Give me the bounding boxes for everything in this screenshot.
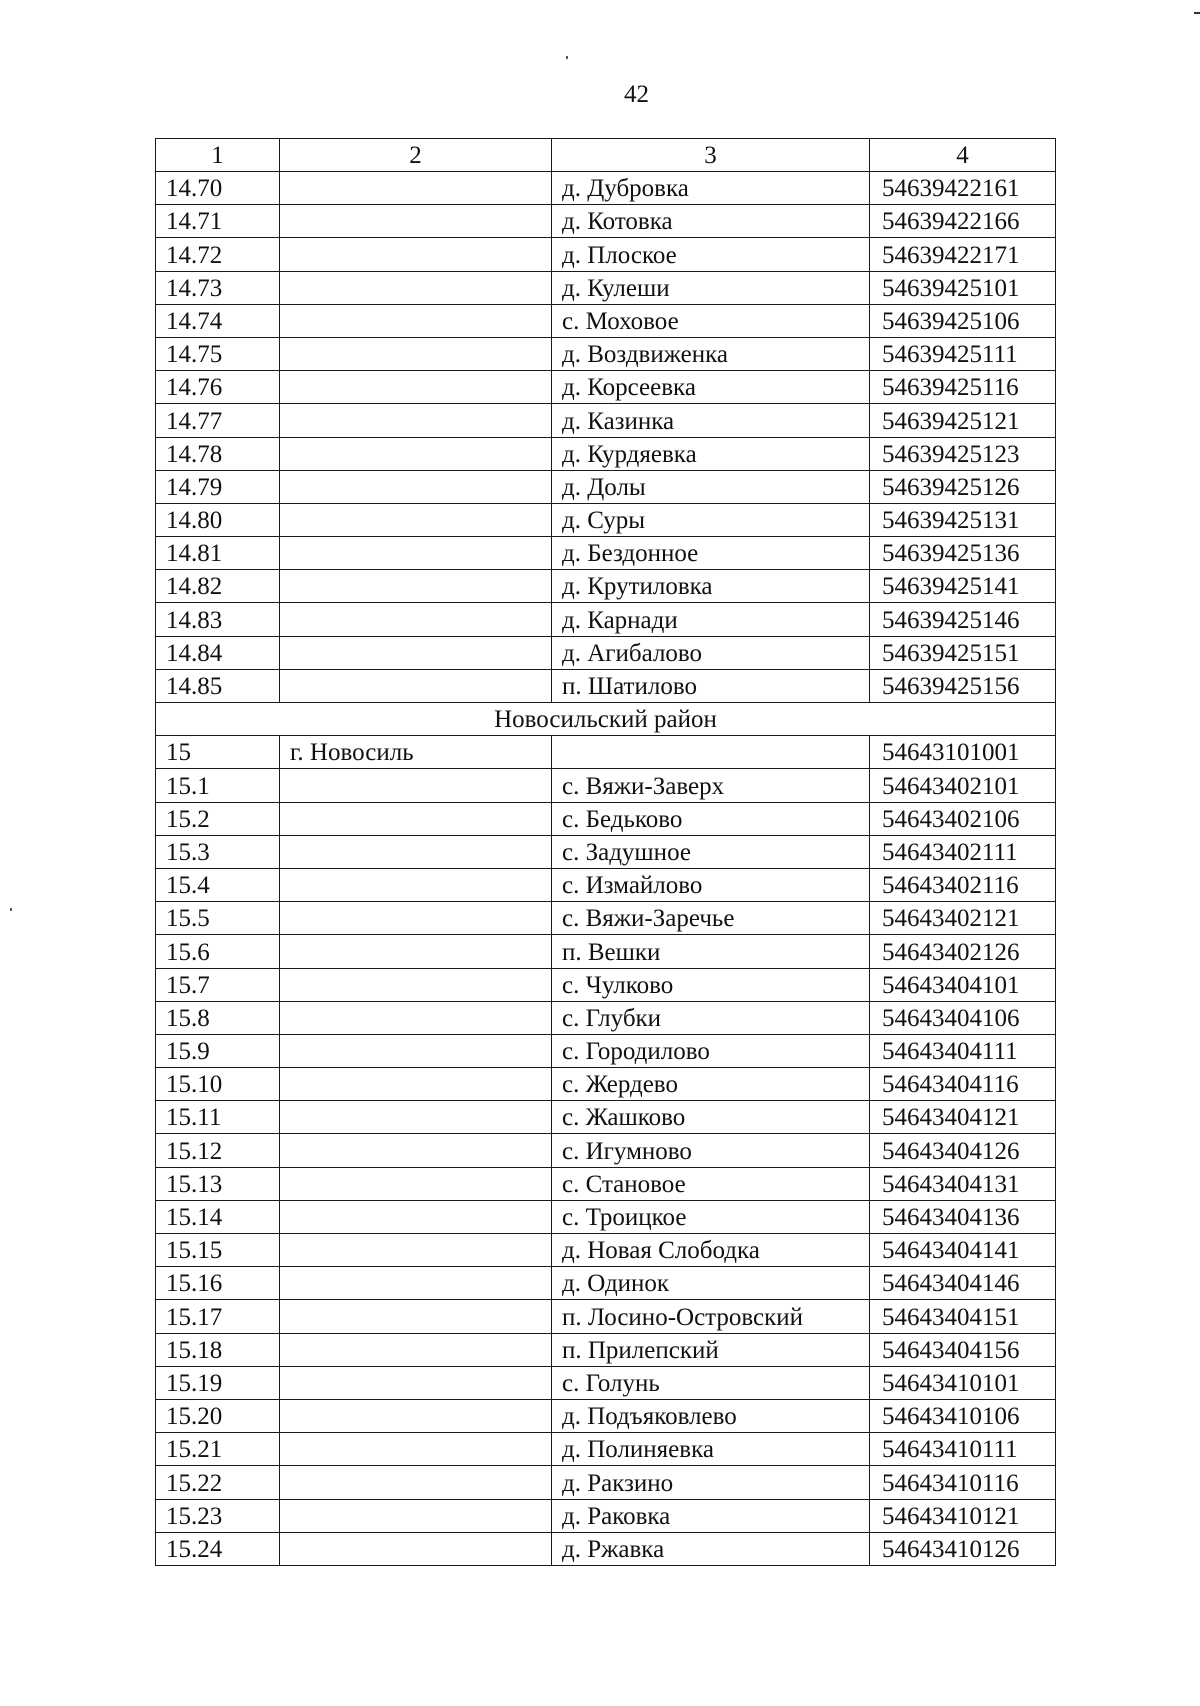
row-number-cell: 15.14 xyxy=(156,1200,280,1233)
oktmo-code-cell: 54643410116 xyxy=(870,1466,1056,1499)
table-row xyxy=(156,1001,1056,1034)
row-number-cell: 14.77 xyxy=(156,404,280,437)
municipality-cell xyxy=(280,669,552,702)
table-row xyxy=(156,337,1056,370)
municipality-cell: г. Новосиль xyxy=(280,736,552,769)
oktmo-code-cell: 54639425136 xyxy=(870,537,1056,570)
scan-speck xyxy=(10,908,12,911)
table-row xyxy=(156,1333,1056,1366)
oktmo-code-cell: 54639425123 xyxy=(870,437,1056,470)
table-row xyxy=(156,968,1056,1001)
settlement-cell: п. Лосино-Островский xyxy=(552,1300,870,1333)
table-body-before-district xyxy=(156,172,1056,703)
oktmo-code-cell: 54643410121 xyxy=(870,1499,1056,1532)
table-row xyxy=(156,1499,1056,1532)
oktmo-code-cell: 54643402101 xyxy=(870,769,1056,802)
table-row xyxy=(156,636,1056,669)
municipality-cell xyxy=(280,1300,552,1333)
oktmo-code-cell: 54643410106 xyxy=(870,1399,1056,1432)
table-row xyxy=(156,669,1056,702)
row-number-cell: 15.15 xyxy=(156,1234,280,1267)
settlements-table xyxy=(155,138,1056,1566)
settlement-cell: д. Новая Слободка xyxy=(552,1234,870,1267)
row-number-cell: 14.70 xyxy=(156,172,280,205)
settlement-cell: п. Шатилово xyxy=(552,669,870,702)
table-row xyxy=(156,537,1056,570)
scan-speck xyxy=(566,56,568,59)
row-number-cell: 14.78 xyxy=(156,437,280,470)
settlement-cell: с. Троицкое xyxy=(552,1200,870,1233)
table-row xyxy=(156,172,1056,205)
table-row xyxy=(156,437,1056,470)
oktmo-code-cell: 54639422161 xyxy=(870,172,1056,205)
row-number-cell: 14.72 xyxy=(156,238,280,271)
row-number-cell: 15.13 xyxy=(156,1167,280,1200)
row-number-cell: 15.20 xyxy=(156,1399,280,1432)
settlement-cell: с. Вяжи-Заречье xyxy=(552,902,870,935)
row-number-cell: 15.23 xyxy=(156,1499,280,1532)
table-row xyxy=(156,205,1056,238)
municipality-cell xyxy=(280,1333,552,1366)
row-number-cell: 15.18 xyxy=(156,1333,280,1366)
table-row xyxy=(156,835,1056,868)
oktmo-code-cell: 54643404136 xyxy=(870,1200,1056,1233)
settlement-cell: с. Вяжи-Заверх xyxy=(552,769,870,802)
municipality-cell xyxy=(280,1499,552,1532)
settlement-cell: с. Городилово xyxy=(552,1034,870,1067)
oktmo-code-cell: 54643410111 xyxy=(870,1433,1056,1466)
municipality-cell xyxy=(280,205,552,238)
municipality-cell xyxy=(280,636,552,669)
settlement-cell: д. Воздвиженка xyxy=(552,337,870,370)
municipality-cell xyxy=(280,537,552,570)
oktmo-code-cell: 54639422166 xyxy=(870,205,1056,238)
district-heading: Новосильский район xyxy=(156,703,1056,736)
table-row xyxy=(156,769,1056,802)
row-number-cell: 15.9 xyxy=(156,1034,280,1067)
row-number-cell: 15.1 xyxy=(156,769,280,802)
row-number-cell: 15.3 xyxy=(156,835,280,868)
municipality-cell xyxy=(280,1399,552,1432)
municipality-cell xyxy=(280,238,552,271)
row-number-cell: 14.81 xyxy=(156,537,280,570)
row-number-cell: 14.85 xyxy=(156,669,280,702)
municipality-cell xyxy=(280,1101,552,1134)
table-row xyxy=(156,1167,1056,1200)
table-row xyxy=(156,1399,1056,1432)
municipality-cell xyxy=(280,271,552,304)
scan-edge-mark xyxy=(1194,12,1200,14)
settlement-cell: с. Жашково xyxy=(552,1101,870,1134)
oktmo-code-cell: 54643404121 xyxy=(870,1101,1056,1134)
settlement-cell: д. Дубровка xyxy=(552,172,870,205)
table-body-after-district xyxy=(156,736,1056,1566)
settlement-cell: с. Бедьково xyxy=(552,802,870,835)
row-number-cell: 14.79 xyxy=(156,470,280,503)
row-number-cell: 15.17 xyxy=(156,1300,280,1333)
table-row xyxy=(156,902,1056,935)
settlement-cell: д. Бездонное xyxy=(552,537,870,570)
settlement-cell: д. Раковка xyxy=(552,1499,870,1532)
oktmo-code-cell: 54643404101 xyxy=(870,968,1056,1001)
table-row xyxy=(156,1101,1056,1134)
settlement-cell: д. Кулеши xyxy=(552,271,870,304)
oktmo-code-cell: 54643404151 xyxy=(870,1300,1056,1333)
row-number-cell: 15.8 xyxy=(156,1001,280,1034)
row-number-cell: 15 xyxy=(156,736,280,769)
table-row xyxy=(156,1532,1056,1565)
municipality-cell xyxy=(280,304,552,337)
row-number-cell: 15.2 xyxy=(156,802,280,835)
municipality-cell xyxy=(280,1068,552,1101)
oktmo-code-cell: 54643402106 xyxy=(870,802,1056,835)
settlement-cell: д. Агибалово xyxy=(552,636,870,669)
municipality-cell xyxy=(280,802,552,835)
row-number-cell: 14.76 xyxy=(156,371,280,404)
oktmo-code-cell: 54643402126 xyxy=(870,935,1056,968)
row-number-cell: 15.4 xyxy=(156,868,280,901)
municipality-cell xyxy=(280,404,552,437)
table-row xyxy=(156,404,1056,437)
table-row xyxy=(156,736,1056,769)
settlement-cell: д. Полиняевка xyxy=(552,1433,870,1466)
row-number-cell: 15.12 xyxy=(156,1134,280,1167)
row-number-cell: 15.16 xyxy=(156,1267,280,1300)
oktmo-code-cell: 54643404111 xyxy=(870,1034,1056,1067)
row-number-cell: 14.84 xyxy=(156,636,280,669)
table-row xyxy=(156,503,1056,536)
municipality-cell xyxy=(280,371,552,404)
municipality-cell xyxy=(280,437,552,470)
table-row xyxy=(156,1433,1056,1466)
table-row xyxy=(156,1466,1056,1499)
oktmo-code-cell: 54639425106 xyxy=(870,304,1056,337)
oktmo-code-cell: 54643404116 xyxy=(870,1068,1056,1101)
row-number-cell: 15.7 xyxy=(156,968,280,1001)
oktmo-code-cell: 54643404156 xyxy=(870,1333,1056,1366)
table-row xyxy=(156,1300,1056,1333)
settlement-cell: д. Котовка xyxy=(552,205,870,238)
oktmo-code-cell: 54643101001 xyxy=(870,736,1056,769)
table-header xyxy=(156,139,1056,172)
settlement-cell xyxy=(552,736,870,769)
settlement-cell: с. Чулково xyxy=(552,968,870,1001)
municipality-cell xyxy=(280,1532,552,1565)
settlement-cell: д. Ракзино xyxy=(552,1466,870,1499)
table-row xyxy=(156,603,1056,636)
row-number-cell: 14.83 xyxy=(156,603,280,636)
oktmo-code-cell: 54639425146 xyxy=(870,603,1056,636)
oktmo-code-cell: 54639425156 xyxy=(870,669,1056,702)
row-number-cell: 15.21 xyxy=(156,1433,280,1466)
oktmo-code-cell: 54643404141 xyxy=(870,1234,1056,1267)
settlement-cell: с. Глубки xyxy=(552,1001,870,1034)
settlement-cell: д. Плоское xyxy=(552,238,870,271)
settlement-cell: с. Игумново xyxy=(552,1134,870,1167)
settlement-cell: д. Карнади xyxy=(552,603,870,636)
municipality-cell xyxy=(280,1167,552,1200)
table-row xyxy=(156,1134,1056,1167)
settlement-cell: с. Голунь xyxy=(552,1366,870,1399)
municipality-cell xyxy=(280,1234,552,1267)
oktmo-code-cell: 54639425101 xyxy=(870,271,1056,304)
municipality-cell xyxy=(280,868,552,901)
column-header-3: 3 xyxy=(552,139,870,172)
oktmo-code-cell: 54639425121 xyxy=(870,404,1056,437)
table-row xyxy=(156,1267,1056,1300)
row-number-cell: 14.80 xyxy=(156,503,280,536)
settlement-cell: с. Моховое xyxy=(552,304,870,337)
table-row xyxy=(156,1034,1056,1067)
settlement-cell: с. Задушное xyxy=(552,835,870,868)
oktmo-code-cell: 54643410126 xyxy=(870,1532,1056,1565)
district-row xyxy=(156,703,1056,736)
municipality-cell xyxy=(280,1267,552,1300)
row-number-cell: 15.10 xyxy=(156,1068,280,1101)
row-number-cell: 15.19 xyxy=(156,1366,280,1399)
municipality-cell xyxy=(280,902,552,935)
district-section xyxy=(156,703,1056,736)
row-number-cell: 15.11 xyxy=(156,1101,280,1134)
table-row xyxy=(156,570,1056,603)
oktmo-code-cell: 54639422171 xyxy=(870,238,1056,271)
oktmo-code-cell: 54639425126 xyxy=(870,470,1056,503)
oktmo-code-cell: 54643404126 xyxy=(870,1134,1056,1167)
table-row xyxy=(156,304,1056,337)
municipality-cell xyxy=(280,1001,552,1034)
settlement-cell: д. Подъяковлево xyxy=(552,1399,870,1432)
oktmo-code-cell: 54643402116 xyxy=(870,868,1056,901)
municipality-cell xyxy=(280,172,552,205)
settlement-cell: д. Корсеевка xyxy=(552,371,870,404)
row-number-cell: 15.24 xyxy=(156,1532,280,1565)
municipality-cell xyxy=(280,570,552,603)
municipality-cell xyxy=(280,1134,552,1167)
settlement-cell: д. Одинок xyxy=(552,1267,870,1300)
municipality-cell xyxy=(280,769,552,802)
oktmo-code-cell: 54643402121 xyxy=(870,902,1056,935)
settlement-cell: с. Становое xyxy=(552,1167,870,1200)
column-header-1: 1 xyxy=(156,139,280,172)
table-row xyxy=(156,1366,1056,1399)
settlement-cell: с. Жердево xyxy=(552,1068,870,1101)
settlement-cell: д. Казинка xyxy=(552,404,870,437)
row-number-cell: 15.5 xyxy=(156,902,280,935)
oktmo-code-cell: 54639425116 xyxy=(870,371,1056,404)
municipality-cell xyxy=(280,968,552,1001)
municipality-cell xyxy=(280,1034,552,1067)
table-row xyxy=(156,238,1056,271)
row-number-cell: 14.71 xyxy=(156,205,280,238)
table-row xyxy=(156,802,1056,835)
table-row xyxy=(156,371,1056,404)
municipality-cell xyxy=(280,603,552,636)
settlement-cell: с. Измайлово xyxy=(552,868,870,901)
municipality-cell xyxy=(280,1466,552,1499)
settlement-cell: д. Крутиловка xyxy=(552,570,870,603)
table-row xyxy=(156,935,1056,968)
oktmo-code-cell: 54643404131 xyxy=(870,1167,1056,1200)
oktmo-code-cell: 54639425111 xyxy=(870,337,1056,370)
oktmo-code-cell: 54643404106 xyxy=(870,1001,1056,1034)
header-row xyxy=(156,139,1056,172)
settlement-cell: п. Вешки xyxy=(552,935,870,968)
settlement-cell: д. Долы xyxy=(552,470,870,503)
table-row xyxy=(156,1234,1056,1267)
table-row xyxy=(156,1200,1056,1233)
oktmo-code-cell: 54643404146 xyxy=(870,1267,1056,1300)
municipality-cell xyxy=(280,835,552,868)
settlement-cell: д. Курдяевка xyxy=(552,437,870,470)
municipality-cell xyxy=(280,1200,552,1233)
settlement-cell: д. Суры xyxy=(552,503,870,536)
municipality-cell xyxy=(280,470,552,503)
oktmo-code-cell: 54639425131 xyxy=(870,503,1056,536)
municipality-cell xyxy=(280,1433,552,1466)
row-number-cell: 14.82 xyxy=(156,570,280,603)
table-row xyxy=(156,271,1056,304)
settlement-cell: д. Ржавка xyxy=(552,1532,870,1565)
oktmo-code-cell: 54643402111 xyxy=(870,835,1056,868)
row-number-cell: 14.74 xyxy=(156,304,280,337)
column-header-4: 4 xyxy=(870,139,1056,172)
row-number-cell: 14.75 xyxy=(156,337,280,370)
row-number-cell: 15.6 xyxy=(156,935,280,968)
municipality-cell xyxy=(280,503,552,536)
table-row xyxy=(156,868,1056,901)
page-number: 42 xyxy=(624,81,649,108)
oktmo-code-cell: 54639425141 xyxy=(870,570,1056,603)
oktmo-code-cell: 54639425151 xyxy=(870,636,1056,669)
municipality-cell xyxy=(280,935,552,968)
table-row xyxy=(156,1068,1056,1101)
oktmo-code-cell: 54643410101 xyxy=(870,1366,1056,1399)
column-header-2: 2 xyxy=(280,139,552,172)
table-row xyxy=(156,470,1056,503)
row-number-cell: 15.22 xyxy=(156,1466,280,1499)
municipality-cell xyxy=(280,337,552,370)
settlement-cell: п. Прилепский xyxy=(552,1333,870,1366)
row-number-cell: 14.73 xyxy=(156,271,280,304)
municipality-cell xyxy=(280,1366,552,1399)
